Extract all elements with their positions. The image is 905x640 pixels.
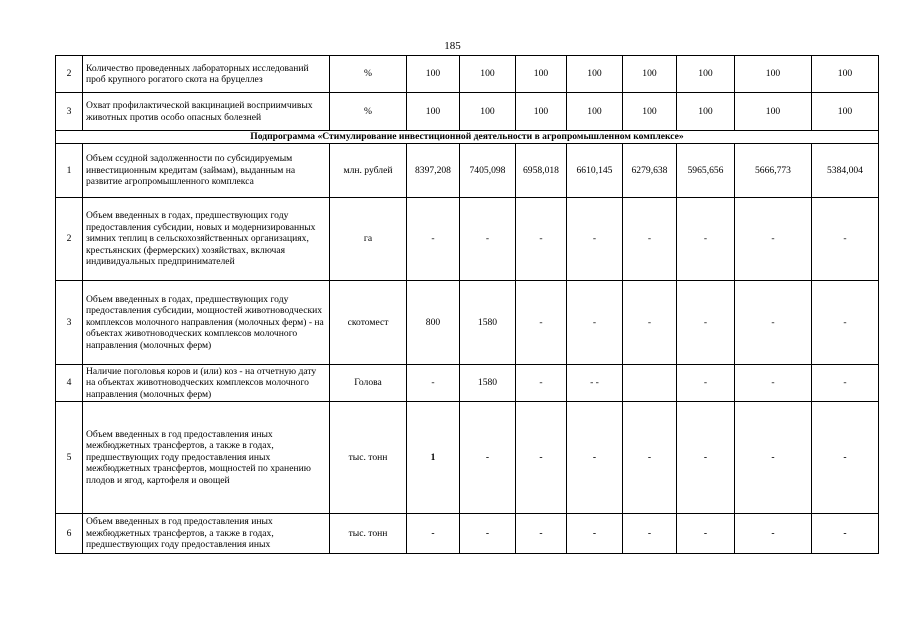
table-row: [56, 144, 879, 198]
value-cell: 800: [407, 281, 460, 365]
value-cell: -: [516, 198, 567, 281]
value-cell: 100: [812, 93, 879, 131]
row-number: 6: [56, 514, 83, 554]
table-row: [56, 56, 879, 93]
value-cell: 5666,773: [735, 144, 812, 198]
unit-cell: тыс. тонн: [330, 514, 407, 554]
value-cell: -: [812, 514, 879, 554]
indicator-name: Объем ссудной задолженности по субсидируемым инвестиционным кредитам (займам), выданным на развитие агропромышленного комплекса: [83, 144, 330, 198]
indicator-name: Объем введенных в год предоставления иных межбюджетных трансфертов, а также в годах, предшествующих году предоставления иных: [83, 514, 330, 554]
indicator-name: Объем введенных в годах, предшествующих году предоставления субсидии, мощностей животноводческих комплексов молочного направления (молочных ферм) - на объектах животноводческих комплексов молочного направления (молочных ферм): [83, 281, 330, 365]
value-cell: -: [735, 198, 812, 281]
value-cell: -: [567, 198, 623, 281]
table-row: [56, 281, 879, 365]
value-cell: [623, 365, 677, 402]
value-cell: 1580: [460, 281, 516, 365]
value-cell: -: [460, 402, 516, 514]
value-cell: -: [677, 365, 735, 402]
value-cell: 100: [516, 93, 567, 131]
unit-cell: млн. рублей: [330, 144, 407, 198]
value-cell: -: [460, 514, 516, 554]
row-number: 2: [56, 198, 83, 281]
value-cell: 1: [407, 402, 460, 514]
subprogram-title: Подпрограмма «Стимулирование инвестиционной деятельности в агропромышленном комплексе»: [56, 131, 879, 144]
value-cell: 100: [516, 56, 567, 93]
value-cell: 100: [677, 56, 735, 93]
value-cell: -: [407, 514, 460, 554]
unit-cell: скотомест: [330, 281, 407, 365]
value-cell: -: [677, 198, 735, 281]
value-cell: -: [567, 402, 623, 514]
value-cell: -: [735, 402, 812, 514]
value-cell: -: [623, 402, 677, 514]
row-number: 5: [56, 402, 83, 514]
value-cell: 100: [407, 93, 460, 131]
value-cell: -: [735, 281, 812, 365]
value-cell: - -: [567, 365, 623, 402]
indicator-name: Объем введенных в годах, предшествующих году предоставления субсидии, новых и модернизированных зимних теплиц в сельскохозяйственных организациях, крестьянских (фермерских) хозяйствах, включая индивидуальных предпринимателей: [83, 198, 330, 281]
value-cell: -: [812, 402, 879, 514]
unit-cell: тыс. тонн: [330, 402, 407, 514]
value-cell: 100: [460, 93, 516, 131]
value-cell: -: [567, 514, 623, 554]
value-cell: 100: [677, 93, 735, 131]
table-row: [56, 93, 879, 131]
row-number: 3: [56, 93, 83, 131]
value-cell: -: [516, 514, 567, 554]
unit-cell: %: [330, 93, 407, 131]
table-row: [56, 514, 879, 554]
value-cell: 100: [567, 93, 623, 131]
row-number: 2: [56, 56, 83, 93]
value-cell: 100: [460, 56, 516, 93]
value-cell: -: [677, 281, 735, 365]
value-cell: -: [812, 198, 879, 281]
value-cell: -: [516, 281, 567, 365]
value-cell: -: [677, 514, 735, 554]
value-cell: 7405,098: [460, 144, 516, 198]
value-cell: 1580: [460, 365, 516, 402]
unit-cell: %: [330, 56, 407, 93]
value-cell: 100: [623, 93, 677, 131]
value-cell: -: [516, 402, 567, 514]
indicator-name: Наличие поголовья коров и (или) коз - на отчетную дату на объектах животноводческих комплексов молочного направления (молочных ферм): [83, 365, 330, 402]
value-cell: 5384,004: [812, 144, 879, 198]
row-number: 4: [56, 365, 83, 402]
table-row: [56, 198, 879, 281]
indicator-name: Количество проведенных лабораторных исследований проб крупного рогатого скота на бруцеллез: [83, 56, 330, 93]
unit-cell: га: [330, 198, 407, 281]
row-number: 1: [56, 144, 83, 198]
indicators-table: [55, 55, 879, 554]
value-cell: 100: [735, 93, 812, 131]
value-cell: -: [623, 281, 677, 365]
table-row: [56, 365, 879, 402]
value-cell: -: [407, 198, 460, 281]
indicator-name: Охват профилактической вакцинацией восприимчивых животных против особо опасных болезней: [83, 93, 330, 131]
value-cell: -: [460, 198, 516, 281]
unit-cell: Голова: [330, 365, 407, 402]
value-cell: 6610,145: [567, 144, 623, 198]
value-cell: 100: [567, 56, 623, 93]
value-cell: -: [623, 198, 677, 281]
value-cell: 5965,656: [677, 144, 735, 198]
value-cell: -: [516, 365, 567, 402]
value-cell: -: [735, 365, 812, 402]
value-cell: -: [677, 402, 735, 514]
subprogram-header-row: [56, 131, 879, 144]
value-cell: -: [812, 365, 879, 402]
table-row: [56, 402, 879, 514]
value-cell: 6958,018: [516, 144, 567, 198]
value-cell: 100: [623, 56, 677, 93]
indicator-name: Объем введенных в год предоставления иных межбюджетных трансфертов, а также в годах, предшествующих году предоставления иных межбюджетных трансфертов, мощностей по хранению плодов и ягод, картофеля и овощей: [83, 402, 330, 514]
value-cell: -: [735, 514, 812, 554]
value-cell: 100: [812, 56, 879, 93]
page-number: 185: [444, 40, 461, 52]
value-cell: 100: [735, 56, 812, 93]
value-cell: 6279,638: [623, 144, 677, 198]
value-cell: -: [407, 365, 460, 402]
value-cell: -: [623, 514, 677, 554]
value-cell: -: [812, 281, 879, 365]
value-cell: -: [567, 281, 623, 365]
value-cell: 100: [407, 56, 460, 93]
row-number: 3: [56, 281, 83, 365]
value-cell: 8397,208: [407, 144, 460, 198]
